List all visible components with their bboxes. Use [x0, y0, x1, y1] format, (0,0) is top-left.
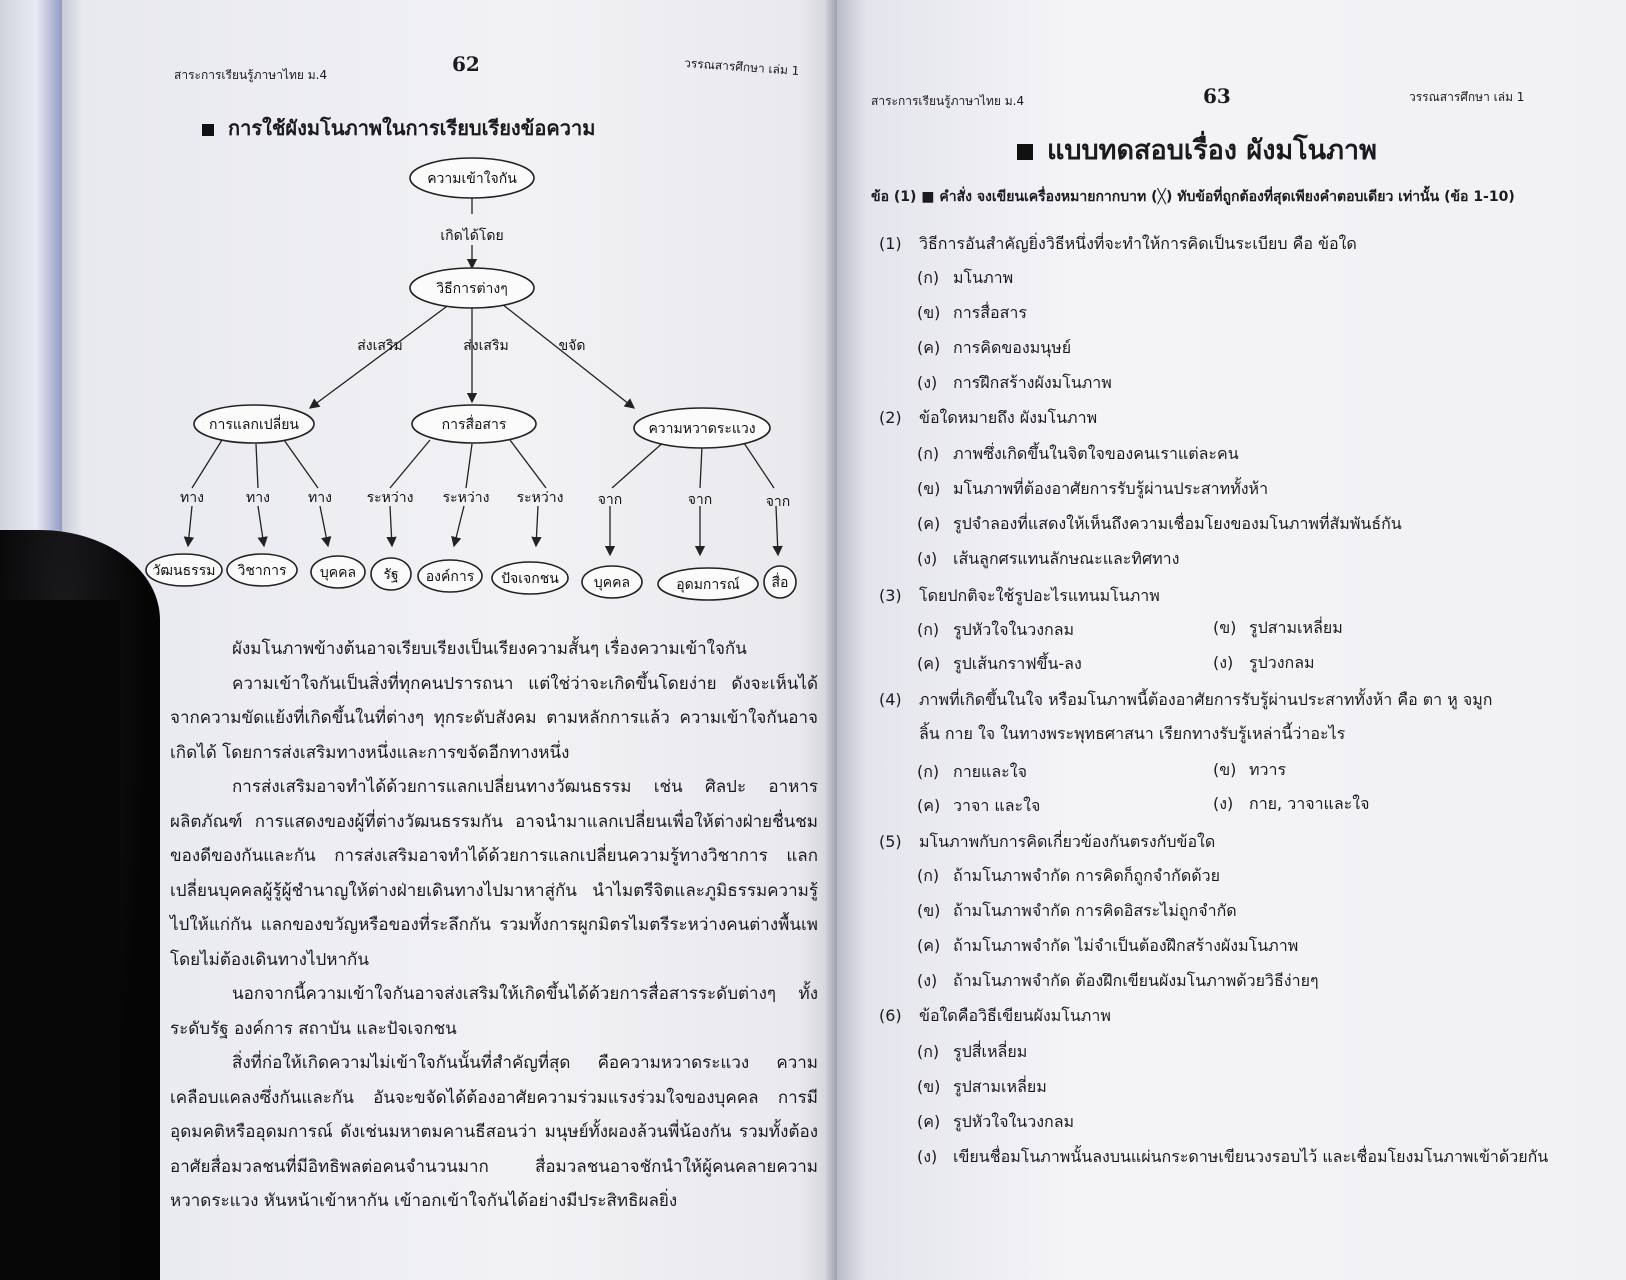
test-instruction: ข้อ (1) ■ คำสั่ง จงเขียนเครื่องหมายกากบาท (╳) ทับข้อที่ถูกต้องที่สุดเพียงคำตอบเดียว เท่านั้น (ข้อ 1-10) [871, 189, 1515, 205]
option-text: วาจา และใจ [953, 796, 1041, 815]
question-4-cont: ลิ้น กาย ใจ ในทางพระพุทธศาสนา เรียกทางรับรู้เหล่านี้ว่าอะไร [919, 724, 1346, 743]
option-text: รูปวงกลม [1249, 653, 1315, 672]
link-label: ทาง [246, 490, 270, 506]
option-text: รูปสามเหลี่ยม [953, 1077, 1047, 1096]
option-label: (ง) [1213, 653, 1234, 672]
option-text: ถ้ามโนภาพจำกัด การคิดอิสระไม่ถูกจำกัด [953, 901, 1237, 920]
option-label: (ข) [917, 1077, 941, 1096]
option-label: (ก) [917, 762, 940, 781]
leaf-label: อุดมการณ์ [676, 577, 740, 593]
concept-map-diagram [62, 0, 837, 640]
option-label: (ข) [917, 303, 941, 322]
essay-paragraph: ความเข้าใจกันเป็นสิ่งที่ทุกคนปรารถนา แต่ใช่ว่าจะเกิดขึ้นโดยง่าย ดังจะเห็นได้จากความขัดแย้งที่เกิดขึ้นในที่ต่างๆ ทุกระดับสังคม ตามหลักการแล้ว ความเข้าใจกันอาจเกิดได้ โดยการส่งเสริมทางหนึ่งและการขจัดอีกทางหนึ่ง [170, 673, 818, 763]
option-text: ถ้ามโนภาพจำกัด ไม่จำเป็นต้องฝึกสร้างผังมโนภาพ [953, 936, 1299, 955]
option[interactable] [1213, 616, 1343, 641]
link-label: ทาง [180, 490, 204, 506]
essay-paragraph: การส่งเสริมอาจทำได้ด้วยการแลกเปลี่ยนทางวัฒนธรรม เช่น ศิลปะ อาหาร ผลิตภัณฑ์ การแสดงของผู้ที่ต่างวัฒนธรรมกัน อาจนำมาแลกเปลี่ยนเพื่อให้ต่างฝ่ายชื่นชมของดีของกันและกัน การส่งเสริมอาจทำได้ด้วยการแลกเปลี่ยนความรู้ทางวิชาการ แลกเปลี่ยนบุคคลผู้รู้ผู้ชำนาญให้ต่างฝ่ายเดินทางไปมาหาสู่กัน นำไมตรีจิตและภูมิธรรมความรู้ไปให้แก่กัน แลกของขวัญหรือของที่ระลึกกัน รวมทั้งการผูกมิตรไมตรีระหว่างคนต่างพื้นเพโดยไม่ต้องเดินทางไปหากัน [170, 777, 818, 970]
essay-paragraph: ผังมโนภาพข้างต้นอาจเรียบเรียงเป็นเรียงความสั้นๆ เรื่องความเข้าใจกัน [232, 639, 747, 659]
option-text: ทวาร [1249, 760, 1287, 779]
option-text: เขียนชื่อมโนภาพนั้นลงบนแผ่นกระดาษเขียนวงรอบไว้ และเชื่อมโยงมโนภาพเข้าด้วยกัน [953, 1147, 1549, 1166]
branch-label-3: ขจัด [558, 338, 586, 354]
question-number: (3) [879, 586, 902, 605]
option[interactable] [917, 794, 1040, 819]
leaf-label: ปัจเจกชน [501, 571, 559, 587]
option-label: (ง) [1213, 794, 1234, 813]
option[interactable] [917, 301, 1027, 326]
leaf-label: บุคคล [593, 575, 631, 591]
option[interactable] [917, 442, 1239, 467]
question-number: (2) [879, 408, 902, 427]
option[interactable] [917, 371, 1112, 396]
option[interactable] [917, 1075, 1047, 1100]
link-label: ทาง [308, 490, 332, 506]
option-text: รูปหัวใจในวงกลม [953, 620, 1075, 639]
option-text: รูปหัวใจในวงกลม [953, 1112, 1075, 1131]
left-page [62, 0, 837, 1280]
option[interactable] [917, 266, 1013, 291]
option-label: (ข) [917, 901, 941, 920]
leaf-label: บุคคล [319, 565, 357, 581]
option-label: (ก) [917, 268, 940, 287]
left-running-right: วรรณสารศึกษา เล่ม 1 [683, 55, 800, 79]
option[interactable] [917, 1040, 1027, 1065]
leaf-label: วิชาการ [237, 563, 287, 579]
leaf-label: สื่อ [771, 575, 789, 591]
option[interactable] [917, 1110, 1074, 1135]
question-number: (1) [879, 234, 902, 253]
option-text: เส้นลูกศรแทนลักษณะและทิศทาง [953, 549, 1180, 568]
test-title [1017, 128, 1377, 171]
option[interactable] [1213, 651, 1315, 676]
branch-label-2: ส่งเสริม [463, 338, 509, 354]
option-label: (ค) [917, 654, 941, 673]
option-label: (ง) [917, 373, 938, 392]
right-page-number: 63 [1203, 84, 1231, 108]
option-text: รูปสี่เหลี่ยม [953, 1042, 1028, 1061]
option[interactable] [917, 512, 1402, 537]
option[interactable] [917, 652, 1082, 677]
option[interactable] [917, 899, 1237, 924]
leaf-label: องค์การ [425, 569, 475, 585]
question-3 [879, 584, 1160, 609]
option[interactable] [917, 477, 1268, 502]
link-label: ระหว่าง [366, 490, 414, 506]
option-label: (ค) [917, 936, 941, 955]
leaf-label: วัฒนธรรม [152, 563, 216, 579]
leaf-label: รัฐ [383, 567, 399, 583]
link-label: จาก [765, 494, 791, 510]
option-text: การฝึกสร้างผังมโนภาพ [953, 373, 1112, 392]
option-text: รูปจำลองที่แสดงให้เห็นถึงความเชื่อมโยงของมโนภาพที่สัมพันธ์กัน [953, 514, 1402, 533]
option-label: (ค) [917, 514, 941, 533]
left-running-head: สาระการเรียนรู้ภาษาไทย ม.4 [174, 68, 328, 82]
question-text: ข้อใดหมายถึง ผังมโนภาพ [919, 408, 1098, 427]
option[interactable] [917, 336, 1071, 361]
question-5 [879, 830, 1215, 855]
option-text: การสื่อสาร [953, 303, 1027, 322]
option[interactable] [917, 1145, 1617, 1170]
question-1 [879, 232, 1357, 257]
option[interactable] [917, 547, 1179, 572]
question-number: (4) [879, 690, 902, 709]
question-2 [879, 406, 1097, 431]
option[interactable] [917, 934, 1298, 959]
test-title-text: แบบทดสอบเรื่อง ผังมโนภาพ [1047, 135, 1377, 166]
question-text: ข้อใดคือวิธีเขียนผังมโนภาพ [919, 1006, 1111, 1025]
thumb-shadow [0, 600, 120, 1280]
option-text: มโนภาพที่ต้องอาศัยการรับรู้ผ่านประสาททั้งห้า [953, 479, 1269, 498]
option[interactable] [1213, 758, 1286, 783]
group-2-label: การสื่อสาร [441, 417, 507, 433]
question-number: (6) [879, 1006, 902, 1025]
option-label: (ค) [917, 796, 941, 815]
option-label: (ง) [917, 1147, 938, 1166]
option-text: รูปเส้นกราฟขึ้น-ลง [953, 654, 1082, 673]
option-label: (ก) [917, 1042, 940, 1061]
essay-paragraph: สิ่งที่ก่อให้เกิดความไม่เข้าใจกันนั้นที่สำคัญที่สุด คือความหวาดระแวง ความเคลือบแคลงซึ่งกันและกัน อันจะขจัดได้ต้องอาศัยความร่วมแรงร่วมใจของบุคคล การมีอุดมคติหรืออุดมการณ์ ดังเช่นมหาตมคานธีสอนว่า มนุษย์ทั้งผองล้วนพี่น้องกัน รวมทั้งต้องอาศัยสื่อมวลชนที่มีอิทธิพลต่อคนจำนวนมาก สื่อมวลชนอาจชักนำให้ผู้คนคลายความหวาดระแวง หันหน้าเข้าหากัน เข้าอกเข้าใจกันได้อย่างมีประสิทธิผลยิ่ง [170, 1053, 818, 1211]
group-1-label: การแลกเปลี่ยน [209, 417, 299, 433]
option-label: (ก) [917, 620, 940, 639]
option-label: (ค) [917, 1112, 941, 1131]
option-text: กาย, วาจาและใจ [1249, 794, 1370, 813]
option[interactable] [917, 864, 1220, 889]
link-label: จาก [597, 492, 623, 508]
mid-label: วิธีการต่างๆ [436, 281, 508, 297]
left-page-number: 62 [452, 52, 480, 76]
branch-label-1: ส่งเสริม [357, 338, 403, 354]
option-text: ภาพซึ่งเกิดขึ้นในจิตใจของคนเราแต่ละคน [953, 444, 1239, 463]
option-label: (ก) [917, 444, 940, 463]
option-text: มโนภาพ [953, 268, 1014, 287]
essay-body [170, 632, 818, 1219]
option-label: (ก) [917, 866, 940, 885]
right-page [837, 0, 1626, 1280]
question-text: โดยปกติจะใช้รูปอะไรแทนมโนภาพ [919, 586, 1160, 605]
option-label: (ข) [1213, 618, 1237, 637]
link-label: จาก [687, 492, 713, 508]
option-label: (ง) [917, 549, 938, 568]
option-text: ถ้ามโนภาพจำกัด การคิดก็ถูกจำกัดด้วย [953, 866, 1220, 885]
question-4 [879, 688, 1599, 713]
option-label: (ง) [917, 971, 938, 990]
square-bullet-icon [1017, 144, 1033, 160]
root-link-label: เกิดได้โดย [440, 228, 504, 244]
link-label: ระหว่าง [516, 490, 564, 506]
link-label: ระหว่าง [442, 490, 490, 506]
option[interactable] [1213, 792, 1369, 817]
right-running-head: สาระการเรียนรู้ภาษาไทย ม.4 [871, 94, 1025, 108]
right-running-right: วรรณสารศึกษา เล่ม 1 [1409, 90, 1525, 104]
option-text: การคิดของมนุษย์ [953, 338, 1072, 357]
section-title-text: การใช้ผังมโนภาพในการเรียบเรียงข้อความ [228, 116, 596, 140]
option-text: ถ้ามโนภาพจำกัด ต้องฝึกเขียนผังมโนภาพด้วยวิธีง่ายๆ [953, 971, 1319, 990]
question-number: (5) [879, 832, 902, 851]
option-text: กายและใจ [953, 762, 1027, 781]
option[interactable] [917, 618, 1074, 643]
option[interactable] [917, 969, 1319, 994]
root-label: ความเข้าใจกัน [427, 171, 517, 187]
question-6 [879, 1004, 1111, 1029]
question-text: ภาพที่เกิดขึ้นในใจ หรือมโนภาพนี้ต้องอาศัยการรับรู้ผ่านประสาททั้งห้า คือ ตา หู จมูก [919, 690, 1493, 709]
group-3-label: ความหวาดระแวง [648, 421, 756, 437]
essay-paragraph: นอกจากนี้ความเข้าใจกันอาจส่งเสริมให้เกิดขึ้นได้ด้วยการสื่อสารระดับต่างๆ ทั้งระดับรัฐ องค์การ สถาบัน และปัจเจกชน [170, 984, 818, 1039]
question-text: มโนภาพกับการคิดเกี่ยวข้องกันตรงกับข้อใด [919, 832, 1216, 851]
option-label: (ข) [1213, 760, 1237, 779]
option[interactable] [917, 760, 1027, 785]
option-label: (ค) [917, 338, 941, 357]
option-text: รูปสามเหลี่ยม [1249, 618, 1343, 637]
option-label: (ข) [917, 479, 941, 498]
question-text: วิธีการอันสำคัญยิ่งวิธีหนึ่งที่จะทำให้การคิดเป็นระเบียบ คือ ข้อใด [919, 234, 1357, 253]
